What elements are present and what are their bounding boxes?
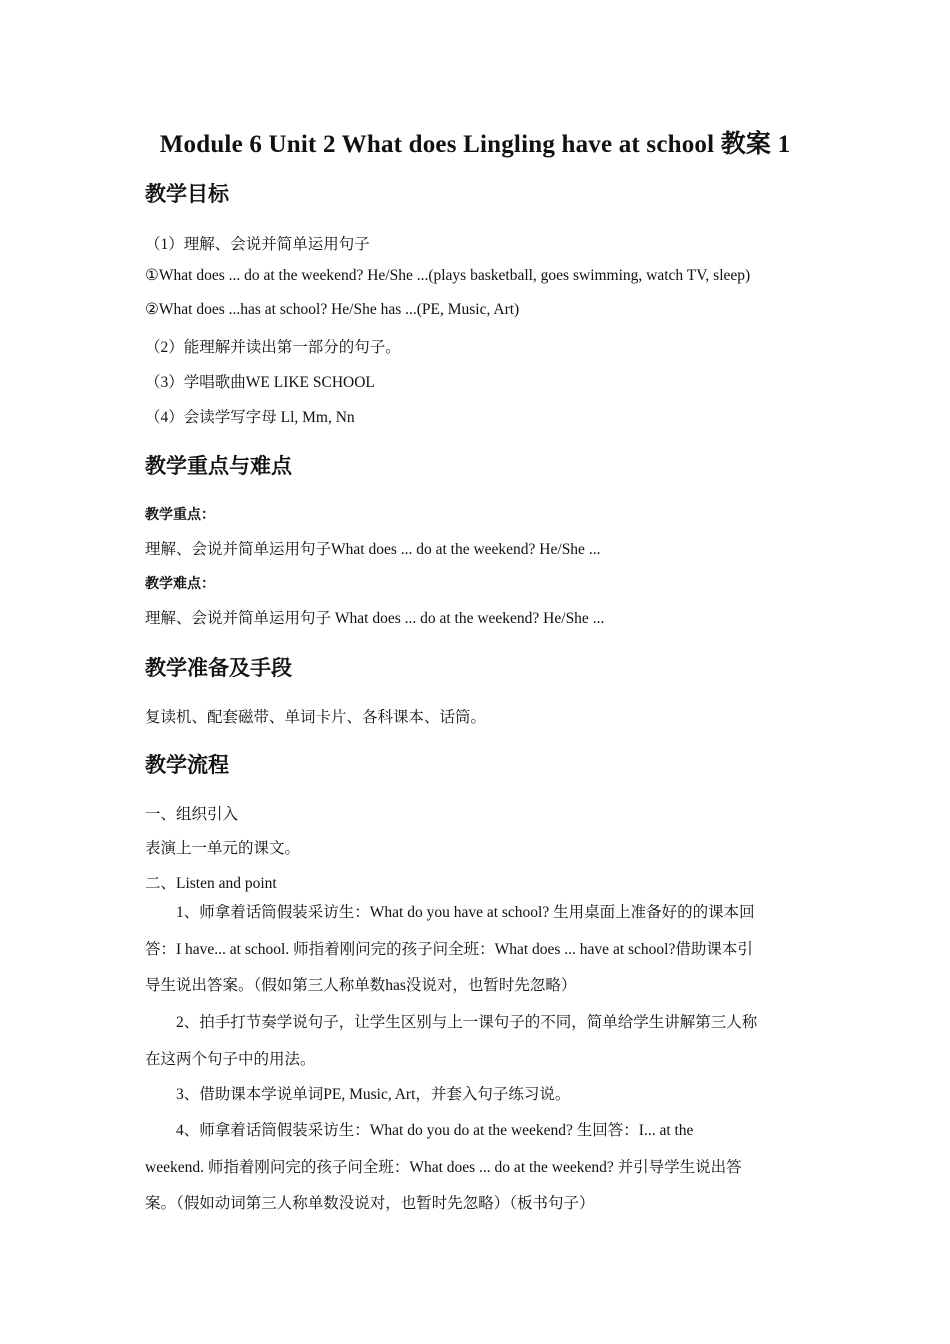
objective-item: ①What does ... do at the weekend? He/She ...(plays basketball, goes swimming, watch TV, sleep): [145, 267, 751, 284]
difficulty-label: 教学难点：: [145, 576, 215, 592]
process-paragraph-4: [145, 1113, 810, 1223]
process-paragraph-1: [145, 895, 810, 1005]
heading-preparation: 教学准备及手段: [145, 656, 292, 680]
difficulty-text: 理解、会说并简单运用句子 What does ... do at the weekend? He/She ...: [145, 610, 605, 627]
objective-item: ②What does ...has at school? He/She has ...(PE, Music, Art): [145, 301, 520, 318]
objective-item: （3）学唱歌曲WE LIKE SCHOOL: [145, 374, 375, 391]
paragraph-line: 1、师拿着话筒假装采访生：What do you have at school? 生用桌面上准备好的的课本回: [176, 904, 755, 921]
preparation-text: 复读机、配套磁带、单词卡片、各科课本、话筒。: [145, 709, 487, 726]
paragraph-line: 3、借助课本学说单词PE, Music, Art，并套入句子练习说。: [176, 1086, 571, 1103]
focus-text: 理解、会说并简单运用句子What does ... do at the weekend? He/She ...: [145, 541, 601, 558]
process-step-title: 二、Listen and point: [145, 875, 277, 892]
paragraph-line: 导生说出答案。（假如第三人称单数has没说对，也暂时先忽略）: [145, 977, 577, 994]
objective-item: （2）能理解并读出第一部分的句子。: [145, 339, 401, 356]
process-step-title: 一、组织引入: [145, 806, 239, 823]
objective-item: （4）会读学写字母 Ll, Mm, Nn: [145, 409, 355, 426]
document-title: Module 6 Unit 2 What does Lingling have at school 教案 1: [159, 131, 791, 158]
paragraph-line: 在这两个句子中的用法。: [145, 1050, 316, 1068]
paragraph-line: 案。（假如动词第三人称单数没说对，也暂时先忽略）（板书句子）: [145, 1195, 595, 1212]
focus-label: 教学重点：: [145, 507, 215, 523]
paragraph-line: 4、师拿着话筒假装采访生：What do you do at the weekend? 生回答：I... at the: [176, 1122, 694, 1139]
heading-key-points: 教学重点与难点: [145, 454, 292, 478]
process-paragraph-3: [145, 1077, 810, 1114]
process-step-text: 表演上一单元的课文。: [145, 840, 301, 857]
paragraph-line: 答：I have... at school. 师指着刚问完的孩子问全班：What does ... have at school?借助课本引: [145, 940, 753, 958]
heading-process: 教学流程: [145, 753, 229, 777]
process-paragraph-2: [145, 1005, 810, 1078]
objective-item: （1）理解、会说并简单运用句子: [145, 236, 370, 253]
paragraph-line: weekend. 师指着刚问完的孩子问全班：What does ... do at the weekend? 并引导学生说出答: [145, 1158, 742, 1176]
heading-objectives: 教学目标: [145, 182, 229, 206]
paragraph-line: 2、拍手打节奏学说句子，让学生区别与上一课句子的不同，简单给学生讲解第三人称: [176, 1014, 758, 1031]
